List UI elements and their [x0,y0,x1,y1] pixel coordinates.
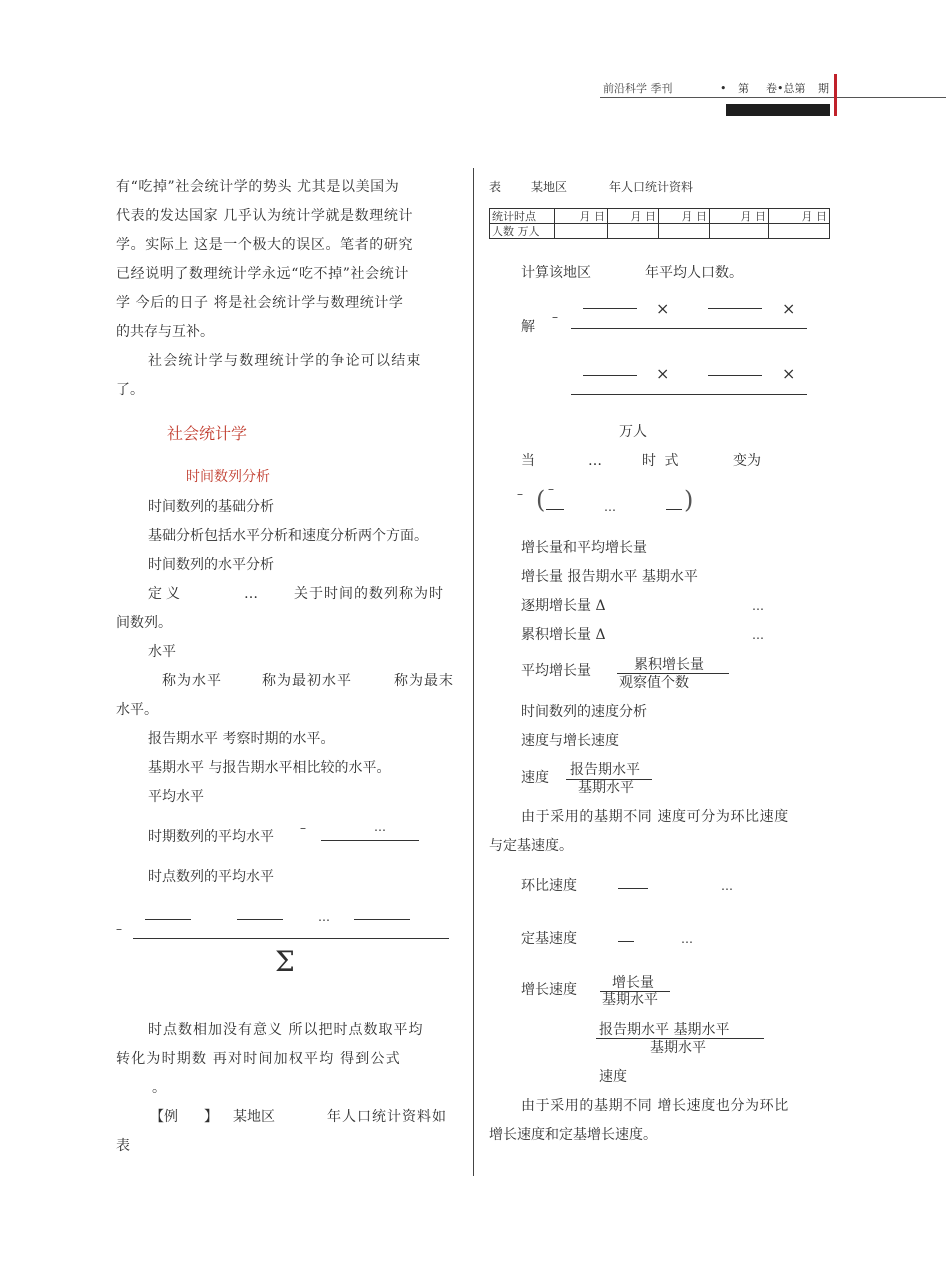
subsection-title: 时间数列分析 [186,469,270,485]
level-label: 水平 [148,644,176,660]
fixed-speed-label: 定基速度 [521,931,577,947]
level-term-c: 称为最末 [394,673,454,689]
para2-line2: 了。 [116,382,144,398]
section-title: 社会统计学 [167,424,248,443]
table-cell [769,224,830,239]
level-term-a: 称为水平 [162,673,222,689]
basic-analysis-desc: 基础分析包括水平分析和速度分析两个方面。 [148,528,428,544]
para1-line2: 代表的发达国家 几乎认为统计学就是数理统计 [116,208,414,224]
table-cell: 月 日 [555,209,608,224]
formula-macron: – [517,487,523,501]
point-term-bar-2 [237,919,283,920]
speed-numerator: 报告期水平 [570,762,640,778]
issue-vol-prefix: 第 [738,82,749,95]
solve-macron: – [552,310,558,324]
table-cell: 月 日 [769,209,830,224]
point-avg-ellipsis: … [318,910,330,924]
report-level-def: 报告期水平 考察时期的水平。 [148,731,335,747]
period-avg-ellipsis: … [374,820,386,834]
definition-text: 关于时间的数列称为时 [294,586,444,602]
growth-speed-numerator: 增长量 [612,975,654,991]
period-avg-macron: – [300,821,306,835]
para1-line5: 学 今后的日子 将是社会统计学与数理统计学 [116,295,404,311]
cumulative-growth: 累积增长量 Δ [521,627,606,643]
avg-growth-label: 平均增长量 [521,663,591,679]
level-term-d: 水平。 [116,702,158,718]
example-region: 某地区 [233,1109,275,1125]
formula-ellipsis: … [604,500,616,514]
population-table [489,208,830,239]
point-term-bar-1 [145,919,191,920]
issue-total: 卷•总第 [766,82,806,95]
growth-speed-alt-denominator: 基期水平 [650,1040,706,1056]
example-text: 年人口统计资料如 [327,1109,447,1125]
growth-heading: 增长量和平均增长量 [521,540,647,556]
para3-line1: 时点数相加没有意义 所以把时点数取平均 [148,1022,424,1038]
growth-speed-denominator: 基期水平 [602,992,658,1008]
para3-line3: 。 [152,1080,166,1096]
table-row [490,224,830,239]
times-sign: × [782,299,796,318]
sigma-symbol: Σ [275,945,295,978]
table-caption-region: 某地区 [531,180,568,194]
unit-label: 万人 [619,424,647,440]
journal-title: 前沿科学 季刊 [603,82,673,95]
solve-label: 解 [521,319,535,335]
speed-para-line2: 与定基速度。 [489,838,573,854]
level-term-b: 称为最初水平 [262,673,352,689]
point-term-bar-3 [354,919,410,920]
para1-line6: 的共存与互补。 [116,324,214,340]
period-avg-fraction-bar [321,840,419,841]
times-sign: × [656,364,670,383]
growth-speed-alt-numerator: 报告期水平 基期水平 [599,1022,730,1038]
formula-left-paren: ( [536,486,546,514]
para3-line2: 转化为时期数 再对时间加权平均 得到公式 [116,1051,401,1067]
chain-speed-bar [618,888,648,889]
avg-level-heading: 平均水平 [148,789,204,805]
table-cell [555,224,608,239]
speed-denominator: 基期水平 [578,780,634,796]
formula-inner-macron: – [548,482,554,496]
heading-level-analysis: 时间数列的水平分析 [148,557,274,573]
column-divider [473,168,474,1176]
header-rule [600,97,946,98]
table-cell: 月 日 [710,209,769,224]
avg-growth-numerator: 累积增长量 [634,657,704,673]
point-avg-main-bar [133,938,449,939]
chain-speed-ellipsis: … [721,879,733,893]
when-formula-ref: 时 式 [642,453,681,469]
speed-para-line1: 由于采用的基期不同 速度可分为环比速度 [521,809,789,825]
table-row [490,209,830,224]
table-caption-title: 年人口统计资料 [609,180,694,194]
calc-prompt-b: 年平均人口数。 [645,265,743,281]
example-text-2: 表 [116,1138,130,1154]
times-sign: × [656,299,670,318]
table-cell: 统计时点 [490,209,555,224]
fixed-speed-bar [618,941,634,942]
table-caption-label: 表 [489,180,502,194]
formula-term-bar-2 [666,509,682,510]
table-cell: 月 日 [659,209,710,224]
speed-label: 速度 [521,770,549,786]
issue-suffix: 期 [818,82,829,95]
para1-line3: 学。实际上 这是一个极大的误区。笔者的研究 [116,237,414,253]
calc-prompt-a: 计算该地区 [521,265,591,281]
para2-line1: 社会统计学与数理统计学的争论可以结束 [148,353,422,369]
formula-right-paren: ) [684,486,694,514]
heading-basic-analysis: 时间数列的基础分析 [148,499,274,515]
speed-subheading: 速度与增长速度 [521,733,619,749]
avg-growth-denominator: 观察值个数 [619,675,689,691]
period-avg-label: 时期数列的平均水平 [148,829,274,845]
solve-top-bar-2 [708,308,762,309]
issue-dot: • [720,82,727,95]
solve-top-bar-3 [583,375,637,376]
final-para-line2: 增长速度和定基增长速度。 [489,1127,657,1143]
definition-label: 定义 [148,586,184,602]
formula-term-bar-1 [546,509,564,510]
period-growth: 逐期增长量 Δ [521,598,606,614]
para1-line1: 有“吃掉”社会统计学的势头 尤其是以美国为 [116,179,400,195]
point-avg-label: 时点数列的平均水平 [148,869,274,885]
table-cell [659,224,710,239]
chain-speed-label: 环比速度 [521,878,577,894]
cumulative-growth-ellipsis: … [752,628,764,642]
final-para-line1: 由于采用的基期不同 增长速度也分为环比 [521,1098,789,1114]
when-word: 当 [521,453,535,469]
solve-main-bar-1 [571,328,807,329]
when-becomes: 变为 [733,453,761,469]
example-bracket-open: 【例 [150,1109,178,1125]
speed-heading: 时间数列的速度分析 [521,704,647,720]
table-cell [710,224,769,239]
when-ellipsis: … [588,453,602,469]
table-cell: 月 日 [608,209,659,224]
fixed-speed-ellipsis: … [681,932,693,946]
solve-top-bar-1 [583,308,637,309]
example-bracket-close: 】 [204,1109,218,1125]
table-cell [608,224,659,239]
times-sign: × [782,364,796,383]
speed-word: 速度 [599,1069,627,1085]
header-black-bar [726,104,830,116]
solve-top-bar-4 [708,375,762,376]
period-growth-ellipsis: … [752,599,764,613]
para1-line4: 已经说明了数理统计学永远“吃不掉”社会统计 [116,266,409,282]
growth-definition: 增长量 报告期水平 基期水平 [521,569,698,585]
definition-text-2: 间数列。 [116,615,172,631]
table-cell: 人数 万人 [490,224,555,239]
definition-ellipsis: … [244,586,258,602]
growth-speed-label: 增长速度 [521,982,577,998]
solve-main-bar-2 [571,394,807,395]
base-level-def: 基期水平 与报告期水平相比较的水平。 [148,760,391,776]
header-red-mark [834,74,837,116]
point-avg-macron: – [116,922,122,936]
